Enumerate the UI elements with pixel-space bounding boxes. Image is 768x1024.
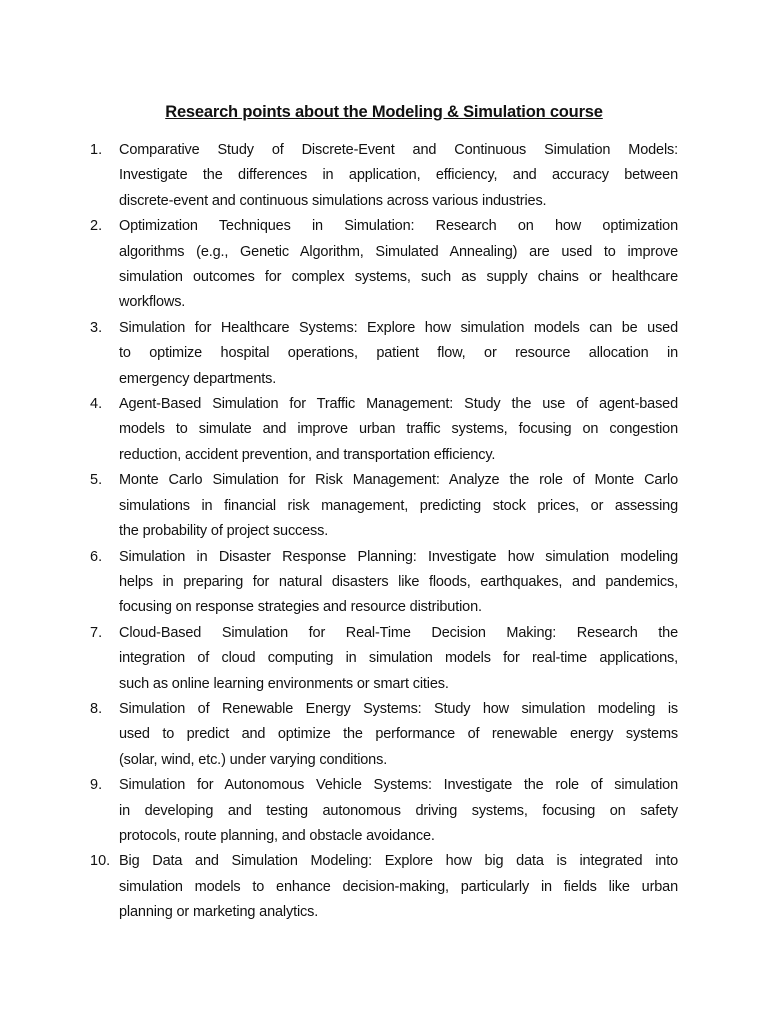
list-item-text-line: to optimize hospital operations, patient flow, or resource allocation in <box>119 345 678 362</box>
list-item-text-line: simulations in financial risk management, predicting stock prices, or assessing <box>119 497 678 514</box>
list-item-text-line: Simulation in Disaster Response Planning: Investigate how simulation modeling <box>119 548 678 565</box>
list-item-text-line: protocols, route planning, and obstacle avoidance. <box>119 827 435 844</box>
list-item-text-line: Agent-Based Simulation for Traffic Management: Study the use of agent-based <box>119 396 678 413</box>
list-item <box>90 697 678 773</box>
list-item-number: 2. <box>90 218 103 235</box>
list-item-text-line: Big Data and Simulation Modeling: Explore how big data is integrated into <box>119 853 678 870</box>
list-item <box>90 849 678 925</box>
list-item-text-line: integration of cloud computing in simulation models for real-time applications, <box>119 650 678 667</box>
list-item-number: 5. <box>90 472 103 489</box>
list-item-number: 10. <box>90 853 111 870</box>
list-item-text-line: models to simulate and improve urban traffic systems, focusing on congestion <box>119 421 678 438</box>
list-item-number: 7. <box>90 624 103 641</box>
research-points-list <box>90 138 678 926</box>
document-title: Research points about the Modeling & Simulation course <box>165 103 603 121</box>
list-item-text-line: discrete-event and continuous simulations across various industries. <box>119 192 547 209</box>
list-item-text-line: Cloud-Based Simulation for Real-Time Decision Making: Research the <box>119 624 678 641</box>
list-item-text-line: Simulation for Autonomous Vehicle Systems: Investigate the role of simulation <box>119 777 678 794</box>
list-item-text-line: in developing and testing autonomous driving systems, focusing on safety <box>119 802 678 819</box>
list-item-number: 9. <box>90 777 103 794</box>
list-item-text-line: Simulation for Healthcare Systems: Explore how simulation models can be used <box>119 319 678 336</box>
list-item-text-line: the probability of project success. <box>119 523 329 540</box>
list-item-text-line: focusing on response strategies and resource distribution. <box>119 599 482 616</box>
list-item-number: 1. <box>90 142 103 158</box>
list-item-text-line: emergency departments. <box>119 370 277 387</box>
list-item-text-line: reduction, accident prevention, and transportation efficiency. <box>119 446 496 463</box>
list-item-text-line: simulation outcomes for complex systems, such as supply chains or healthcare <box>119 269 678 286</box>
list-item-text-line: such as online learning environments or smart cities. <box>119 675 449 692</box>
list-item-text-line: used to predict and optimize the performance of renewable energy systems <box>119 726 678 743</box>
list-item <box>90 621 678 697</box>
list-item-text-line: Simulation of Renewable Energy Systems: Study how simulation modeling is <box>119 700 678 717</box>
list-item-text-line: helps in preparing for natural disasters like floods, earthquakes, and pandemics, <box>119 573 678 590</box>
list-item-text-line: planning or marketing analytics. <box>119 904 319 921</box>
list-item <box>90 468 678 544</box>
list-item-text-line: simulation models to enhance decision-making, particularly in fields like urban <box>119 878 678 895</box>
list-item-number: 6. <box>90 548 103 565</box>
list-item <box>90 214 678 316</box>
list-item <box>90 545 678 621</box>
list-item-text-line: algorithms (e.g., Genetic Algorithm, Simulated Annealing) are used to improve <box>119 243 678 260</box>
list-item-text-line: Investigate the differences in application, efficiency, and accuracy between <box>119 167 678 184</box>
list-item <box>90 773 678 849</box>
list-item <box>90 138 678 214</box>
list-item-number: 3. <box>90 319 103 336</box>
list-item-text-line: workflows. <box>119 294 186 311</box>
list-item-number: 8. <box>90 700 103 717</box>
list-item-number: 4. <box>90 396 103 413</box>
list-item-text-line: Monte Carlo Simulation for Risk Management: Analyze the role of Monte Carlo <box>119 472 678 489</box>
list-item-text-line: (solar, wind, etc.) under varying conditions. <box>119 751 388 768</box>
list-item <box>90 392 678 468</box>
list-item-text-line: Optimization Techniques in Simulation: Research on how optimization <box>119 218 678 235</box>
list-item-text-line: Comparative Study of Discrete-Event and Continuous Simulation Models: <box>119 142 678 158</box>
list-item <box>90 316 678 392</box>
